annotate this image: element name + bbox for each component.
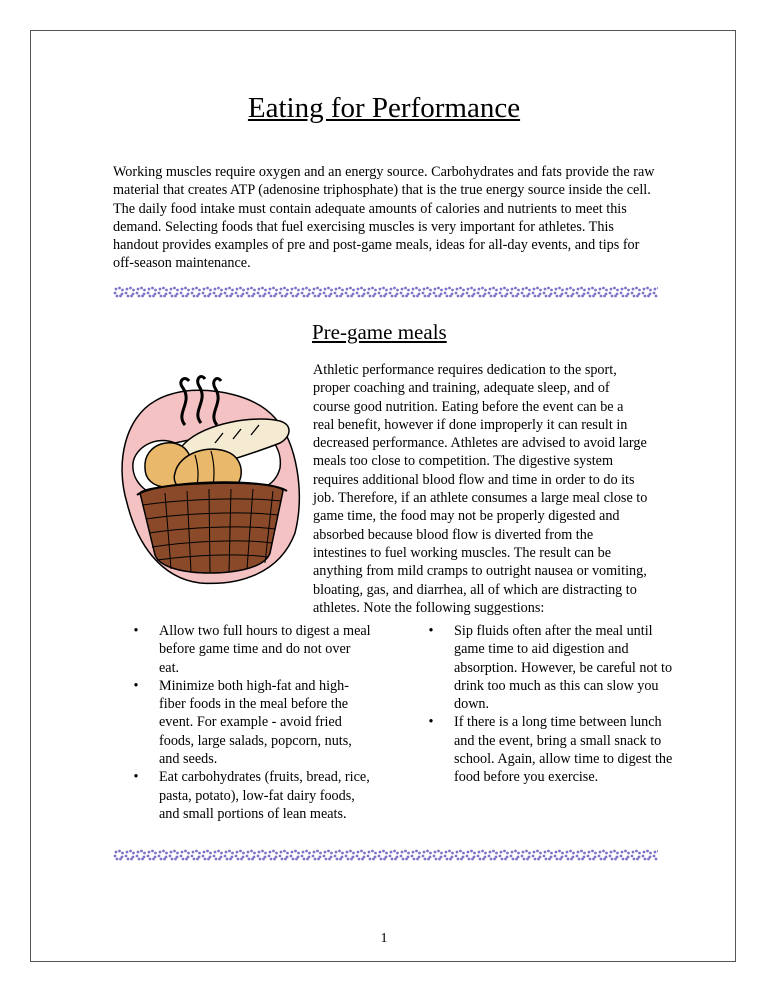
list-item: • If there is a long time between lunch and the event, bring a small snack to school. Again, allow time to digest the food before you exercise. [424,713,679,786]
bullet-icon: • [428,714,434,731]
section-title-pregame: Pre-game meals [312,320,447,344]
bread-basket-icon [115,373,303,586]
decorative-divider-bottom [113,848,658,862]
page-number: 1 [380,931,388,946]
list-item: • Allow two full hours to digest a meal before game time and do not over eat. [129,622,374,677]
pregame-bullets-right [424,622,679,787]
bullet-icon: • [133,769,139,786]
list-item: • Sip fluids often after the meal until game time to aid digestion and absorption. However, be careful not to drink too much as this can slow you down. [424,622,679,713]
decorative-divider-top [113,285,658,299]
pregame-bullets-left [129,622,374,823]
list-item: • Eat carbohydrates (fruits, bread, rice, pasta, potato), low-fat dairy foods, and small portions of lean meats. [129,768,374,823]
pregame-paragraph: Athletic performance requires dedication to the sport, proper coaching and training, adequate sleep, and of course good nutrition. Eating before the event can be a real benefit, however if done improperly it can result in decreased performance. Athletes are advised to avoid large meals too close to competition. The digestive system requires additional blood flow and time in order to do its job. Therefore, if an athlete consumes a large meal close to game time, the food may not be properly digested and absorbed because blood flow is diverted from the intestines to fuel working muscles. The result can be anything from mild cramps to outright nausea or vomiting, bloating, gas, and diarrhea, all of which are distracting to athletes. Note the following suggestions: [313,362,648,616]
page-title: Eating for Performance [247,92,521,124]
bullet-icon: • [133,677,139,694]
bullet-icon: • [428,623,434,639]
list-item: • Minimize both high-fat and high-fiber foods in the meal before the event. For example - avoid fried foods, large salads, popcorn, nuts, and seeds. [129,677,374,768]
intro-paragraph: Working muscles require oxygen and an energy source. Carbohydrates and fats provide the raw material that creates ATP (adenosine triphosphate) that is the true energy source inside the cell. The daily food intake must contain adequate amounts of calories and nutrients to meet this demand. Selecting foods that fuel exercising muscles is very important for athletes. This handout provides examples of pre and post-game meals, ideas for all-day events, and tips for off-season maintenance. [113,164,655,272]
bullet-icon: • [133,623,139,639]
